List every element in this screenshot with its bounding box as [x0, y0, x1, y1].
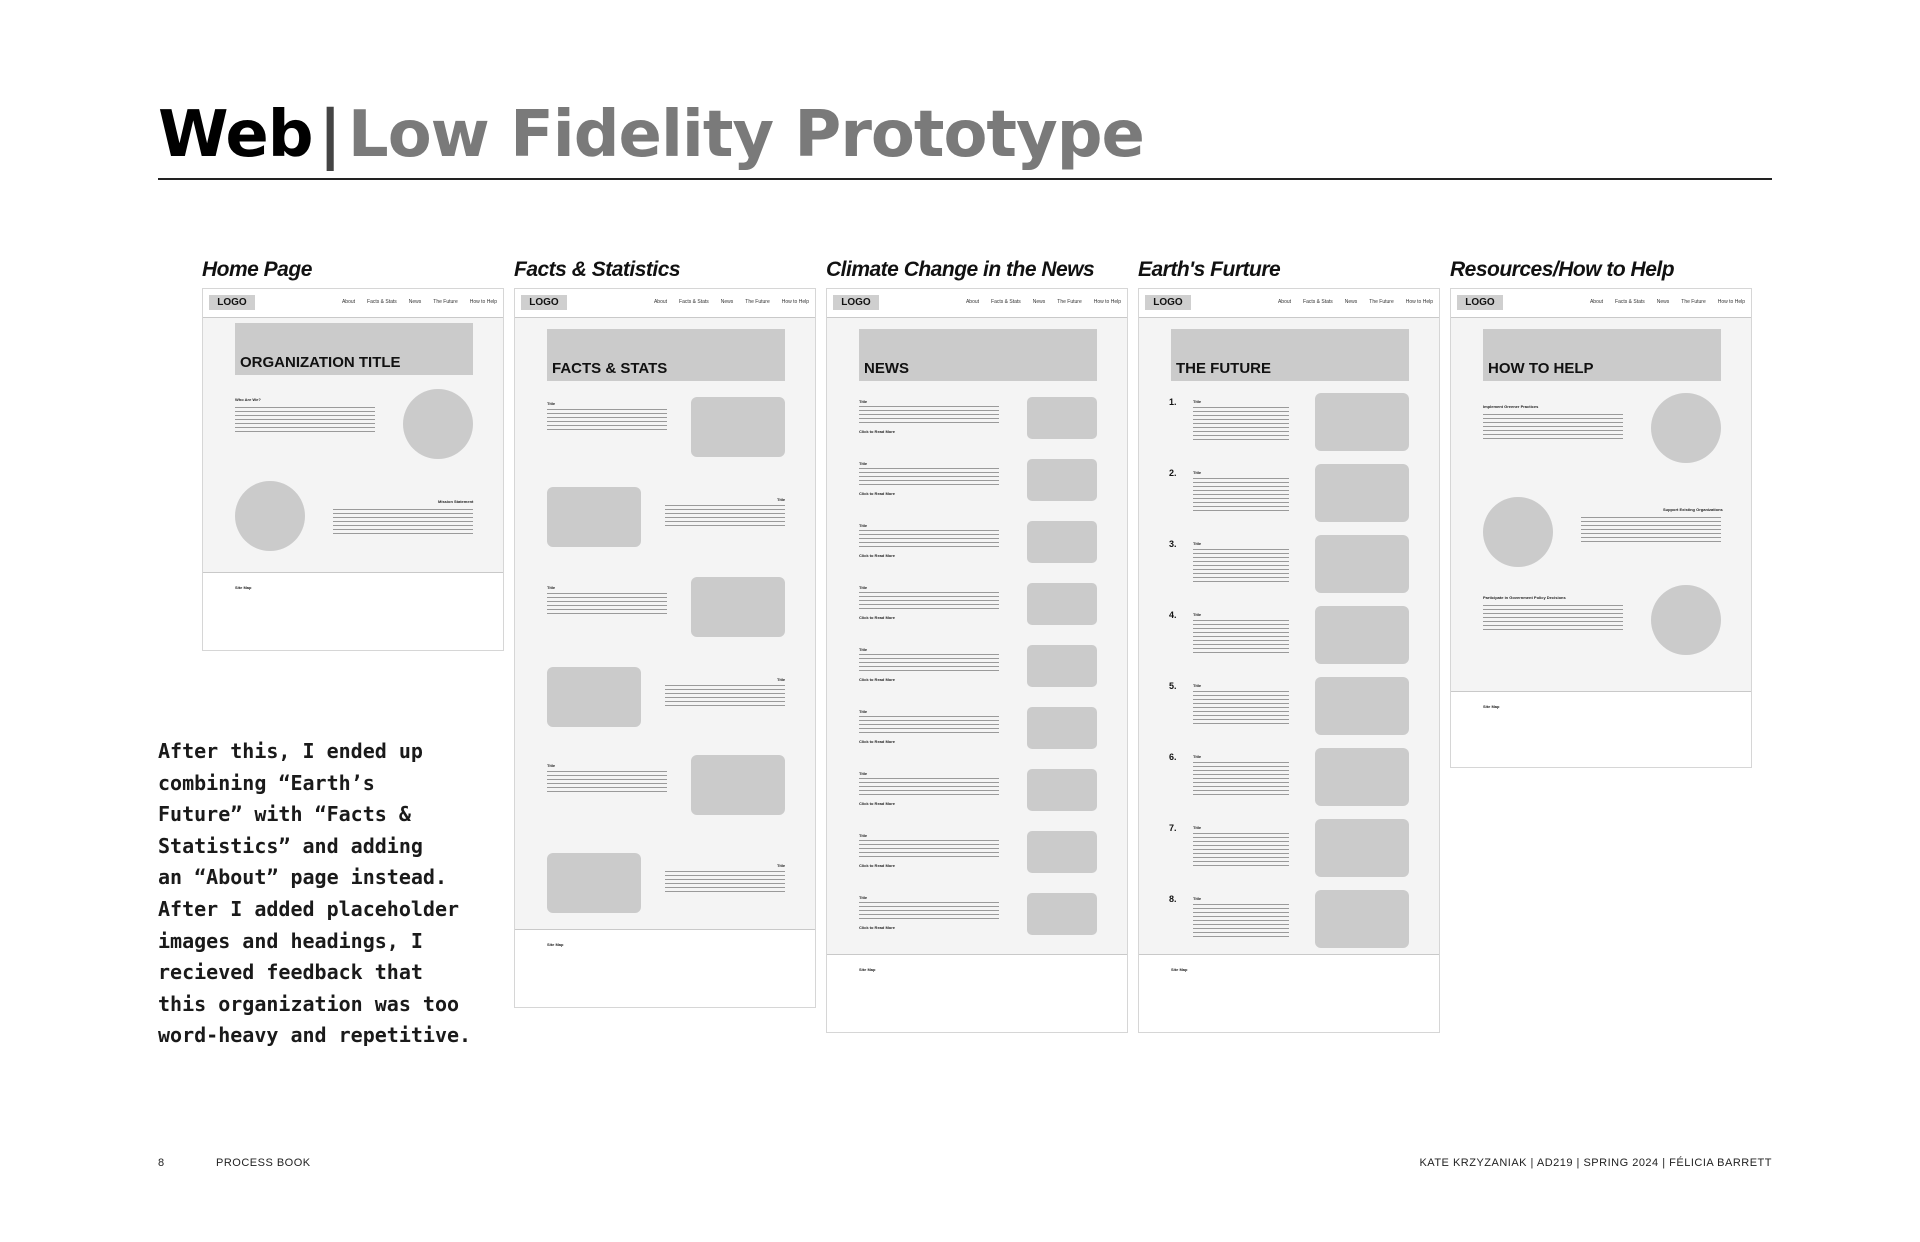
section-label: Who Are We? — [235, 397, 261, 402]
nav-about: About — [1589, 299, 1604, 305]
placeholder-text — [1581, 517, 1721, 543]
wireframe-facts — [514, 258, 816, 1008]
column-title: Home Page — [202, 258, 312, 281]
placeholder-text — [859, 530, 999, 550]
note-line: Statistics” and adding — [158, 833, 423, 858]
nav-help: How to Help — [1405, 299, 1433, 305]
read-more-link[interactable]: Click to Read More — [859, 739, 896, 744]
item-title: Title — [1193, 399, 1202, 404]
section-label: Mission Statement — [438, 499, 474, 504]
image-placeholder — [1315, 393, 1409, 451]
section-label: Support Existing Organizations — [1663, 507, 1723, 512]
image-placeholder — [1315, 677, 1409, 735]
site-map-label: Site Map — [235, 585, 252, 590]
placeholder-text — [665, 871, 785, 893]
item-title: Title — [859, 585, 868, 590]
item-title: Title — [1193, 470, 1202, 475]
placeholder-text — [547, 593, 667, 615]
item-number: 2. — [1169, 468, 1177, 478]
title-bold: Web — [158, 98, 313, 172]
wireframe-navbar — [827, 289, 1127, 318]
placeholder-text — [859, 902, 999, 922]
placeholder-text — [859, 468, 999, 488]
placeholder-text — [235, 407, 375, 433]
wireframe-future — [1138, 258, 1440, 1033]
page-number: 8 — [158, 1157, 165, 1169]
placeholder-text — [1193, 833, 1289, 867]
nav-about: About — [965, 299, 980, 305]
nav-about: About — [1277, 299, 1292, 305]
site-map-label: Site Map — [1483, 704, 1500, 709]
image-placeholder — [547, 667, 641, 727]
placeholder-text — [859, 840, 999, 860]
item-title: Title — [859, 771, 868, 776]
credits: KATE KRZYZANIAK | AD219 | SPRING 2024 | FÉLICIA BARRETT — [1419, 1157, 1772, 1169]
item-title: Title — [1193, 825, 1202, 830]
placeholder-text — [1193, 549, 1289, 583]
image-placeholder — [1027, 645, 1097, 687]
wireframe-news — [826, 258, 1128, 1033]
logo-placeholder: LOGO — [1145, 295, 1191, 310]
item-title: Title — [1193, 754, 1202, 759]
wireframe-help — [1450, 258, 1752, 768]
placeholder-text — [665, 505, 785, 527]
placeholder-text — [859, 406, 999, 426]
item-title: Title — [859, 709, 868, 714]
item-number: 8. — [1169, 894, 1177, 904]
image-placeholder — [547, 487, 641, 547]
item-title: Title — [1193, 612, 1202, 617]
item-number: 6. — [1169, 752, 1177, 762]
nav-about: About — [341, 299, 356, 305]
image-placeholder — [1027, 831, 1097, 873]
note-line: After this, I ended up — [158, 739, 423, 763]
placeholder-text — [1193, 407, 1289, 441]
image-placeholder — [1651, 393, 1721, 463]
nav-news: News — [408, 299, 422, 305]
wireframe-navbar — [1139, 289, 1439, 318]
placeholder-text — [1483, 605, 1623, 631]
nav-future: The Future — [1057, 299, 1082, 305]
note-line: this organization was too — [158, 991, 460, 1016]
page-title — [158, 98, 1144, 172]
note-line: images and headings, I — [158, 928, 423, 953]
nav-links — [330, 299, 497, 305]
nav-news: News — [1656, 299, 1670, 305]
nav-help: How to Help — [1717, 299, 1745, 305]
placeholder-text — [1193, 691, 1289, 725]
image-placeholder — [1027, 583, 1097, 625]
image-placeholder — [1651, 585, 1721, 655]
nav-links — [642, 299, 809, 305]
image-placeholder — [1027, 459, 1097, 501]
image-placeholder — [1027, 521, 1097, 563]
hero-title: ORGANIZATION TITLE — [240, 354, 401, 371]
hero-title: THE FUTURE — [1176, 360, 1271, 377]
hero-banner — [547, 329, 785, 381]
item-title: Title — [859, 399, 868, 404]
hero-banner — [859, 329, 1097, 381]
section-name: PROCESS BOOK — [216, 1157, 311, 1169]
item-title: Title — [777, 677, 786, 682]
image-placeholder — [1315, 748, 1409, 806]
image-placeholder — [1315, 464, 1409, 522]
logo-placeholder: LOGO — [833, 295, 879, 310]
nav-links — [1266, 299, 1433, 305]
wireframe-footer — [1451, 691, 1751, 768]
read-more-link[interactable]: Click to Read More — [859, 925, 896, 930]
placeholder-text — [1483, 414, 1623, 440]
image-placeholder — [1315, 535, 1409, 593]
item-title: Title — [547, 763, 556, 768]
read-more-link[interactable]: Click to Read More — [859, 553, 896, 558]
note-line: an “About” page instead. — [158, 865, 447, 890]
item-number: 5. — [1169, 681, 1177, 691]
nav-help: How to Help — [469, 299, 497, 305]
item-title: Title — [547, 585, 556, 590]
placeholder-text — [665, 685, 785, 707]
wireframe-home — [202, 258, 504, 651]
wireframe-footer — [203, 572, 503, 651]
section-label: Participate in Government Policy Decisions — [1483, 595, 1566, 600]
wireframe-footer — [515, 929, 815, 1008]
read-more-link[interactable]: Click to Read More — [859, 863, 896, 868]
note-line: word-heavy and repetitive. — [158, 1023, 472, 1048]
nav-facts: Facts & Stats — [1615, 299, 1645, 305]
wireframe-frame — [514, 288, 816, 1008]
section-label: Implement Greener Practices — [1483, 404, 1539, 409]
placeholder-text — [547, 771, 667, 793]
item-title: Title — [859, 833, 868, 838]
item-title: Title — [1193, 541, 1202, 546]
wireframe-navbar — [203, 289, 503, 318]
nav-facts: Facts & Stats — [1303, 299, 1333, 305]
image-placeholder — [691, 755, 785, 815]
column-title: Climate Change in the News — [826, 258, 1095, 281]
nav-future: The Future — [1369, 299, 1394, 305]
wireframe-frame — [826, 288, 1128, 1033]
logo-placeholder: LOGO — [521, 295, 567, 310]
nav-future: The Future — [433, 299, 458, 305]
placeholder-text — [1193, 478, 1289, 512]
nav-news: News — [1032, 299, 1046, 305]
placeholder-text — [859, 778, 999, 798]
placeholder-text — [333, 509, 473, 535]
placeholder-text — [859, 654, 999, 674]
read-more-link[interactable]: Click to Read More — [859, 677, 896, 682]
placeholder-text — [1193, 904, 1289, 938]
item-title: Title — [777, 497, 786, 502]
image-placeholder — [1315, 890, 1409, 948]
image-placeholder — [1027, 769, 1097, 811]
nav-help: How to Help — [781, 299, 809, 305]
nav-news: News — [1344, 299, 1358, 305]
placeholder-text — [859, 716, 999, 736]
item-title: Title — [547, 401, 556, 406]
item-title: Title — [859, 647, 868, 652]
site-map-label: Site Map — [547, 942, 564, 947]
nav-news: News — [720, 299, 734, 305]
site-map-label: Site Map — [1171, 967, 1188, 972]
placeholder-text — [547, 409, 667, 431]
hero-banner — [1483, 329, 1721, 381]
nav-links — [954, 299, 1121, 305]
read-more-link[interactable]: Click to Read More — [859, 491, 896, 496]
note-line: recieved feedback that — [158, 960, 423, 985]
nav-facts: Facts & Stats — [367, 299, 397, 305]
title-rule — [158, 178, 1772, 180]
nav-about: About — [653, 299, 668, 305]
title-separator: | — [318, 98, 342, 172]
nav-facts: Facts & Stats — [679, 299, 709, 305]
wireframe-frame — [1138, 288, 1440, 1033]
hero-banner — [235, 323, 473, 375]
column-title: Resources/How to Help — [1450, 258, 1675, 281]
hero-title: FACTS & STATS — [552, 360, 668, 377]
wireframe-frame — [202, 288, 504, 651]
image-placeholder — [235, 481, 305, 551]
item-title: Title — [777, 863, 786, 868]
note-line: After I added placeholder — [158, 896, 460, 921]
image-placeholder — [1315, 606, 1409, 664]
column-title: Earth's Furture — [1138, 258, 1281, 281]
logo-placeholder: LOGO — [209, 295, 255, 310]
item-title: Title — [1193, 896, 1202, 901]
item-title: Title — [1193, 683, 1202, 688]
logo-placeholder: LOGO — [1457, 295, 1503, 310]
nav-future: The Future — [745, 299, 770, 305]
process-note — [158, 736, 528, 1052]
image-placeholder — [1027, 397, 1097, 439]
image-placeholder — [1027, 893, 1097, 935]
placeholder-text — [859, 592, 999, 612]
image-placeholder — [547, 853, 641, 913]
nav-future: The Future — [1681, 299, 1706, 305]
nav-help: How to Help — [1093, 299, 1121, 305]
wireframe-navbar — [1451, 289, 1751, 318]
image-placeholder — [1315, 819, 1409, 877]
item-number: 4. — [1169, 610, 1177, 620]
nav-facts: Facts & Stats — [991, 299, 1021, 305]
item-title: Title — [859, 895, 868, 900]
item-number: 1. — [1169, 397, 1177, 407]
note-line: combining “Earth’s — [158, 770, 375, 795]
wireframe-footer — [1139, 954, 1439, 1033]
image-placeholder — [691, 577, 785, 637]
item-title: Title — [859, 523, 868, 528]
wireframe-frame — [1450, 288, 1752, 768]
image-placeholder — [1483, 497, 1553, 567]
read-more-link[interactable]: Click to Read More — [859, 615, 896, 620]
title-rest: Low Fidelity Prototype — [347, 98, 1144, 172]
image-placeholder — [691, 397, 785, 457]
image-placeholder — [403, 389, 473, 459]
read-more-link[interactable]: Click to Read More — [859, 429, 896, 434]
wireframe-navbar — [515, 289, 815, 318]
note-line: Future” with “Facts & — [158, 802, 411, 827]
read-more-link[interactable]: Click to Read More — [859, 801, 896, 806]
item-title: Title — [859, 461, 868, 466]
hero-banner — [1171, 329, 1409, 381]
placeholder-text — [1193, 620, 1289, 654]
hero-title: HOW TO HELP — [1488, 360, 1594, 377]
item-number: 7. — [1169, 823, 1177, 833]
nav-links — [1578, 299, 1745, 305]
item-number: 3. — [1169, 539, 1177, 549]
site-map-label: Site Map — [859, 967, 876, 972]
placeholder-text — [1193, 762, 1289, 796]
hero-title: NEWS — [864, 360, 909, 377]
wireframe-footer — [827, 954, 1127, 1033]
image-placeholder — [1027, 707, 1097, 749]
column-title: Facts & Statistics — [514, 258, 681, 281]
